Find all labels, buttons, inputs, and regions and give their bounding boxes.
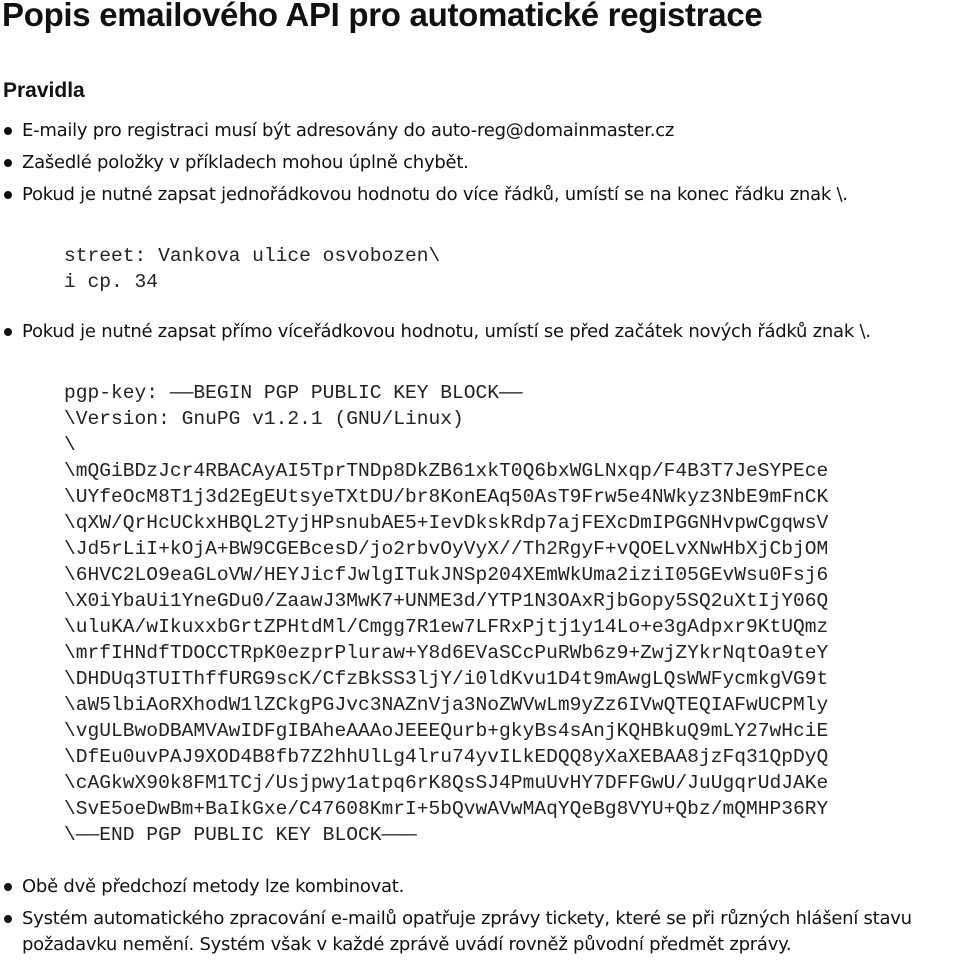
list-item: [22, 906, 958, 958]
rule-text: Pokud je nutné zapsat jednořádkovou hodnotu do více řádků, umístí se na konec řádku znak \.: [22, 184, 848, 205]
rule-text: Systém automatického zpracování e-mailů opatřuje zprávy tickety, které se při různých hlášení stavu požadavku nemění. Systém však v každé zprávě uvádí rovněž původní předmět zprávy.: [22, 908, 912, 955]
bullet-marker: [4, 915, 12, 923]
rule-text: Obě dvě předchozí metody lze kombinovat.: [22, 876, 405, 897]
bullet-marker: [4, 883, 12, 891]
list-item: [22, 118, 958, 144]
rule-text: E-maily pro registraci musí být adresovány do auto-reg@domainmaster.cz: [22, 120, 675, 141]
bullet-marker: [4, 159, 12, 167]
bullet-marker: [4, 328, 12, 336]
bullet-marker: [4, 191, 12, 199]
street-example-code: street: Vankova ulice osvobozen\ i cp. 34: [64, 245, 441, 293]
list-item: [22, 182, 958, 208]
rule-text: Zašedlé položky v příkladech mohou úplně chybět.: [22, 152, 469, 173]
pgp-key-example-code: pgp-key: ——BEGIN PGP PUBLIC KEY BLOCK—— \Version: GnuPG v1.2.1 (GNU/Linux) \ \mQGiBDzJcr4RBACAyAI5TprTNDp8DkZB61xkT0Q6bxWGLNxqp/F4B3T7JeSYPEce \UYfeOcM8T1j3d2EgEUtsyeTXtDU/br8KonEAq50AsT9Frw5e4NWkyz3NbE9mFnCK \qXW/QrHcUCkxHBQL2TyjHPsnubAE5+IevDkskRdp7ajFEXcDmIPGGNHvpwCgqwsV \Jd5rLiI+kOjA+BW9CGEBcesD/jo2rbvOyVyX//Th2RgyF+vQOELvXNwHbXjCbjOM \6HVC2LO9eaGLoVW/HEYJicfJwlgITukJNSp204XEmWkUma2iziI05GEvWsu0Fsj6 \X0iYbaUi1YneGDu0/ZaawJ3MwK7+UNME3d/YTP1N3OAxRjbGopy5SQ2uXtIjY06Q \uluKA/wIkuxxbGrtZPHtdMl/Cmgg7R1ew7LFRxPjtj1y14Lo+e3gAdpxr9KtUQmz \mrfIHNdfTDOCCTRpK0ezprPluraw+Y8d6EVaSCcPuRWb6z9+ZwjZYkrNqtOa9teY \DHDUq3TUIThffURG9scK/CfzBkSS3ljY/i0ldKvu1D4t9mAwgLQsWWFycmkgVG9t \aW5lbiAoRXhodW1lZCkgPGJvc3NAZnVja3NoZWVwLm9yZz6IVwQTEQIAFwUCPMly \vgULBwoDBAMVAwIDFgIBAheAAAoJEEEQurb+gkyBs4sAnjKQHBkuQ9mLY27wHciE \DfEu0uvPAJ9XOD4B8fb7Z2hhUlLg4lru74yvILkEDQQ8yXaXEBAA8jzFq31QpDyQ \cAGkwX90k8FM1TCj/Usjpwy1atpq6rK8QsSJ4PmuUvHY7DFFGwU/JuUgqrUdJAKe \SvE5oeDwBm+BaIkGxe/C47608KmrI+5bQvwAVwMAqYQeBg8VYU+Qbz/mQMHP36RY \——END PGP PUBLIC KEY BLOCK———: [64, 382, 829, 846]
list-item: [22, 874, 958, 900]
section-heading: Pravidla: [3, 79, 85, 102]
page-title: Popis emailového API pro automatické registrace: [2, 0, 763, 33]
bullet-marker: [4, 127, 12, 135]
rule-text: Pokud je nutné zapsat přímo víceřádkovou hodnotu, umístí se před začátek nových řádků znak \.: [22, 321, 871, 342]
list-item: [22, 319, 958, 345]
list-item: [22, 150, 958, 176]
